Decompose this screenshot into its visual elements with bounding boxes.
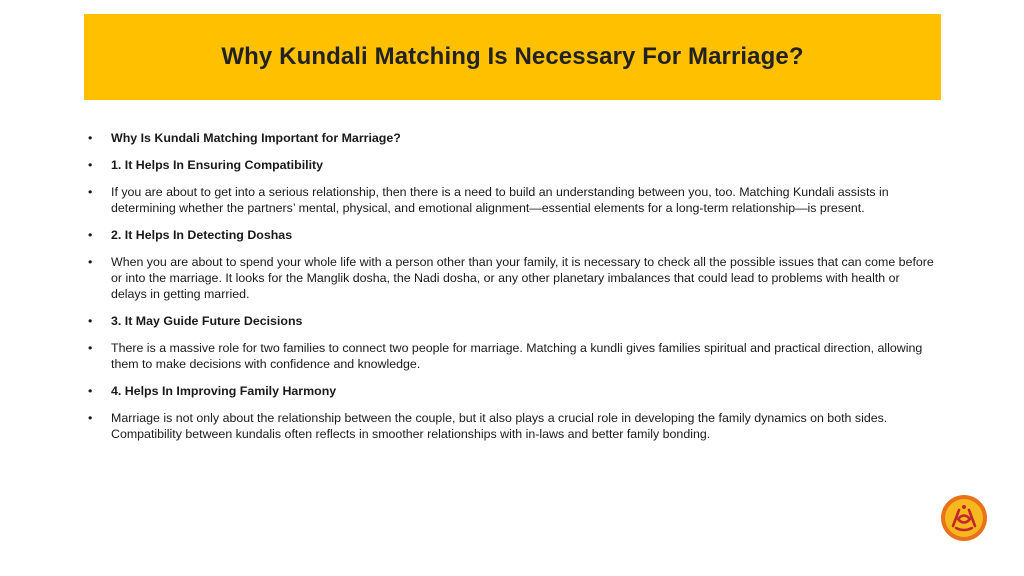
bullet-text: Marriage is not only about the relationship between the couple, but it also plays a crucial role in developing the family dynamics on both sides. Compatibility between kundalis often reflects in smoother relationships with in-laws and better family bonding.: [111, 411, 888, 441]
bullet-text: 1. It Helps In Ensuring Compatibility: [111, 158, 324, 172]
bullet-text: There is a massive role for two families to connect two people for marriage. Matching a kundli gives families spiritual and practical direction, allowing them to make decisions with confidence and knowledge.: [111, 341, 923, 371]
list-item: [88, 410, 938, 442]
bullet-text: 2. It Helps In Detecting Doshas: [111, 228, 293, 242]
bullet-text: 4. Helps In Improving Family Harmony: [111, 384, 337, 398]
page-title: Why Kundali Matching Is Necessary For Marriage?: [221, 43, 804, 70]
bullet-dot: •: [88, 185, 93, 199]
bullet-text: 3. It May Guide Future Decisions: [111, 314, 303, 328]
list-item: [88, 313, 938, 329]
list-item: [88, 130, 938, 146]
astrology-logo-icon: [940, 494, 988, 542]
bullet-text: If you are about to get into a serious relationship, then there is a need to build an understanding between you, too. Matching Kundali assists in determining whether the partners’ mental, physical, and emotional alignment—essential elements for a long-term relationship—is present.: [111, 185, 889, 215]
bullet-dot: •: [88, 411, 93, 425]
bullet-text: When you are about to spend your whole life with a person other than your family, it is necessary to check all the possible issues that can come before or into the marriage. It looks for the Manglik dosha, the Nadi dosha, or any other planetary imbalances that could lead to problems with health or delays in getting married.: [111, 255, 934, 301]
bullet-dot: •: [88, 228, 93, 242]
bullet-dot: •: [88, 158, 93, 172]
bullet-dot: •: [88, 255, 93, 269]
bullet-text: Why Is Kundali Matching Important for Marriage?: [111, 131, 401, 145]
list-item: [88, 340, 938, 372]
list-item: [88, 383, 938, 399]
logo-dot: [962, 505, 966, 509]
title-banner: [84, 14, 941, 100]
list-item: [88, 254, 938, 302]
bullet-dot: •: [88, 314, 93, 328]
list-item: [88, 227, 938, 243]
list-item: [88, 184, 938, 216]
bullet-dot: •: [88, 384, 93, 398]
bullet-list: [88, 130, 938, 453]
list-item: [88, 157, 938, 173]
bullet-dot: •: [88, 341, 93, 355]
bullet-dot: •: [88, 131, 93, 145]
